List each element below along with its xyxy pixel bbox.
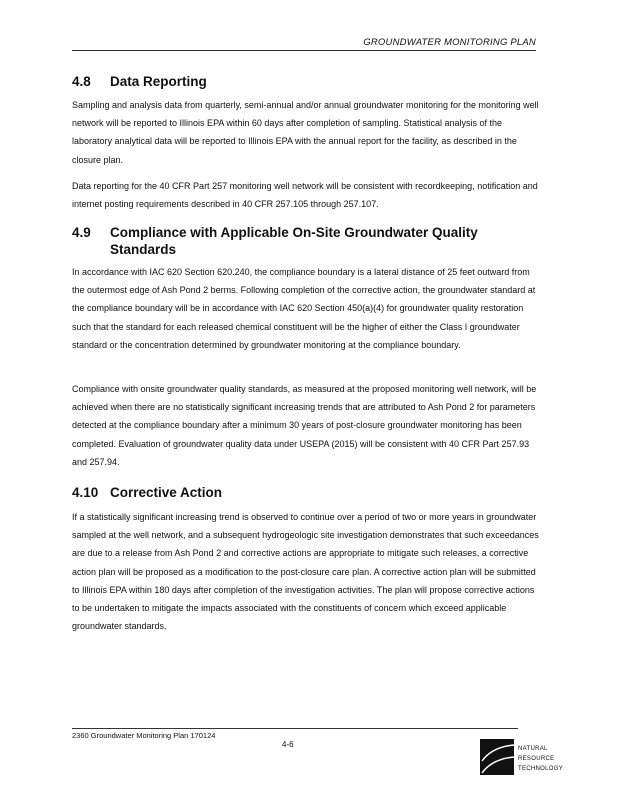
section-title: Data Reporting (110, 74, 207, 89)
paragraph: Compliance with onsite groundwater quality standards, as measured at the proposed monitoring well network, will be achieved when there are no statistically significant increasing trends that are attributed to Ash Pond 2 for parameters detected at the compliance boundary after a minimum 30 years of post-closure groundwater monitoring has been completed. Evaluation of groundwater quality data under USEPA (2015) will be consistent with 40 CFR Part 257.93 and 257.94. (72, 384, 537, 467)
page-number: 4-6 (282, 740, 294, 749)
company-logo (480, 739, 570, 777)
header-rule (72, 50, 536, 51)
logo-mark-icon (480, 739, 514, 775)
paragraph: If a statistically significant increasing trend is observed to continue over a period of two or more years in groundwater sampled at the well network, and a subsequent hydrogeologic site investigation demonstrates that such exceedances are due to a release from Ash Pond 2 and corrective actions are appropriate to mitigate such releases, a corrective action plan will be proposed as a modification to the post-closure care plan. A corrective action plan will be submitted to Illinois EPA within 180 days after completion of the investigation activities. The plan will propose corrective actions to be undertaken to mitigate the impacts associated with the constituents of concern which exceed applicable groundwater standards. (72, 512, 539, 632)
section-number: 4.9 (72, 225, 91, 240)
running-header: GROUNDWATER MONITORING PLAN (363, 37, 536, 48)
logo-text (518, 744, 563, 774)
paragraph: In accordance with IAC 620 Section 620.240, the compliance boundary is a lateral distance of 25 feet outward from the outermost edge of Ash Pond 2 berms. Following completion of the corrective action, the groundwater standard at the compliance boundary will be in accordance with IAC 620 Section 450(a)(4) for groundwater quality restoration such that the standard for each released chemical constituent will be the higher of either the Class I groundwater standard or the concentration determined by groundwater monitoring at the compliance boundary. (72, 267, 536, 350)
section-title: Compliance with Applicable On-Site Groundwater Quality (110, 225, 478, 240)
footer-document-id: 2360 Groundwater Monitoring Plan 170124 (72, 731, 216, 740)
paragraph: Data reporting for the 40 CFR Part 257 monitoring well network will be consistent with recordkeeping, notification and internet posting requirements described in 40 CFR 257.105 through 257.107. (72, 181, 538, 210)
section-heading-4-8 (72, 73, 542, 90)
section-number: 4.10 (72, 485, 99, 500)
section-number: 4.8 (72, 74, 91, 89)
footer-rule (72, 728, 518, 729)
section-title-continued: Standards (110, 242, 177, 257)
logo-line: RESOURCE (518, 756, 555, 762)
paragraph: Sampling and analysis data from quarterly, semi-annual and/or annual groundwater monitoring for the monitoring well network will be reported to Illinois EPA within 60 days after completion of sampling. Statistical analysis of the laboratory analytical data will be reported to Illinois EPA with the annual report for the facility, as described in the closure plan. (72, 100, 539, 165)
section-title: Corrective Action (110, 485, 223, 500)
logo-line: TECHNOLOGY (518, 766, 564, 772)
section-heading-4-10 (72, 484, 542, 501)
section-heading-4-9 (72, 224, 542, 258)
logo-line: NATURAL (518, 746, 548, 752)
